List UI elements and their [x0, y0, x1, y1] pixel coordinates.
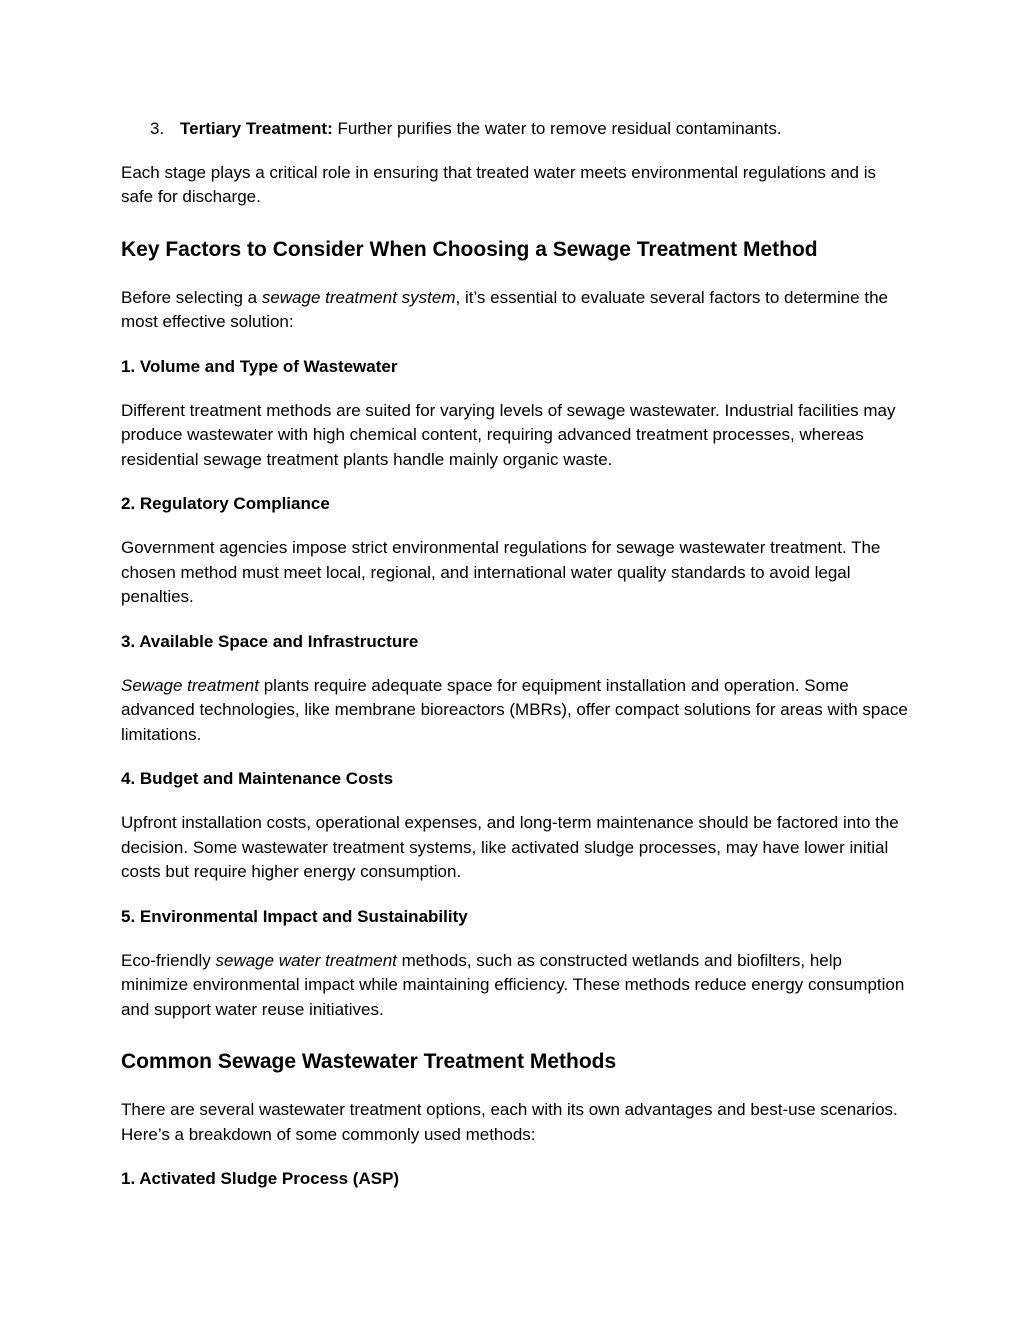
factor-heading-volume: 1. Volume and Type of Wastewater	[121, 356, 398, 376]
document-page	[121, 117, 911, 1211]
key-factors-intro: Before selecting a sewage treatment system, it’s essential to evaluate several factors to determine the most effective solution:	[121, 287, 888, 331]
list-item-label: Tertiary Treatment:	[180, 119, 333, 138]
intro-paragraph: Each stage plays a critical role in ensuring that treated water meets environmental regulations and is safe for discharge.	[121, 162, 877, 206]
common-methods-intro: There are several wastewater treatment options, each with its own advantages and best-use scenarios. Here’s a breakdown of some commonly used methods:	[121, 1100, 898, 1144]
factor-text-volume: Different treatment methods are suited for varying levels of sewage wastewater. Industrial facilities may produce wastewater with high chemical content, requiring advanced treatment processes, whereas residential sewage treatment plants handle mainly organic waste.	[121, 400, 896, 469]
list-item-tertiary-treatment	[150, 117, 911, 142]
italic-phrase: sewage water treatment	[215, 950, 397, 970]
factor-heading-budget: 4. Budget and Maintenance Costs	[121, 769, 394, 788]
factor-heading-space: 3. Available Space and Infrastructure	[121, 631, 419, 651]
list-item-content	[180, 117, 782, 142]
method-heading-activated-sludge: 1. Activated Sludge Process (ASP)	[121, 1169, 400, 1188]
list-number: 3.	[150, 119, 165, 138]
italic-phrase: sewage treatment system	[261, 287, 456, 307]
factor-text-budget: Upfront installation costs, operational expenses, and long-term maintenance should be factored into the decision. Some wastewater treatment systems, like activated sludge processes, may have lower initial costs but require higher energy consumption.	[121, 813, 899, 881]
factor-heading-regulatory: 2. Regulatory Compliance	[121, 494, 330, 513]
factor-text-space: Sewage treatment plants require adequate space for equipment installation and operation. Some advanced technologies, like membrane bioreactors (MBRs), offer compact solutions for areas with space limitations.	[121, 675, 908, 744]
factor-text-regulatory: Government agencies impose strict environmental regulations for sewage wastewater treatment. The chosen method must meet local, regional, and international water quality standards to avoid legal penalties.	[121, 538, 881, 606]
section-heading-common-methods: Common Sewage Wastewater Treatment Methods	[121, 1050, 617, 1073]
italic-phrase: Sewage treatment	[121, 675, 259, 695]
factor-heading-environmental: 5. Environmental Impact and Sustainability	[121, 906, 468, 926]
section-heading-key-factors: Key Factors to Consider When Choosing a Sewage Treatment Method	[121, 237, 818, 261]
list-item-text: Further purifies the water to remove residual contaminants.	[332, 119, 782, 138]
factor-text-environmental: Eco-friendly sewage water treatment methods, such as constructed wetlands and biofilters, help minimize environmental impact while maintaining efficiency. These methods reduce energy consumption and support water reuse initiatives.	[121, 950, 905, 1019]
